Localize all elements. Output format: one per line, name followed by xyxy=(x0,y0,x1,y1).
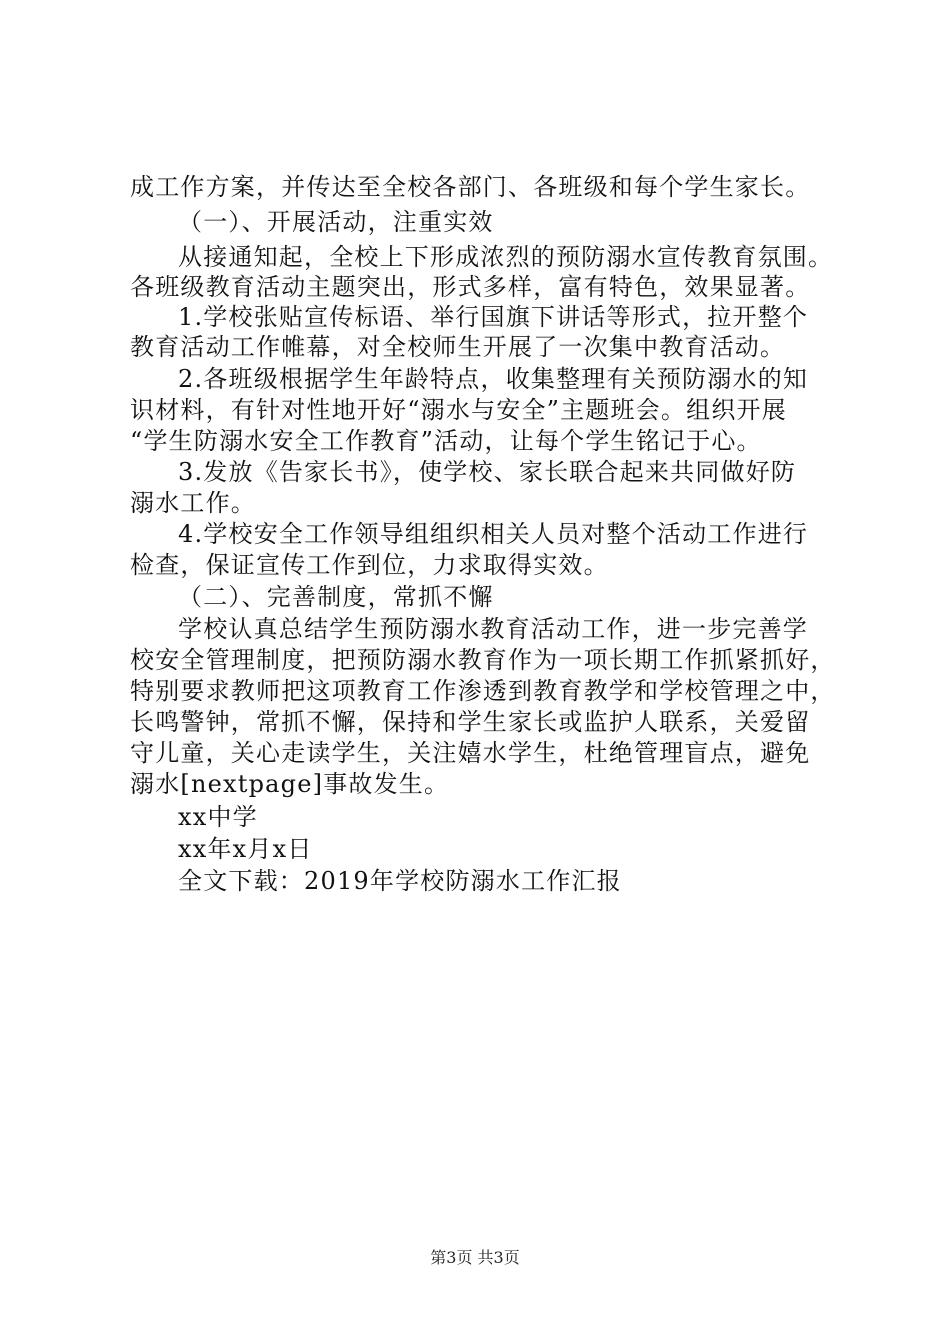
list-item-first-line: 3.发放《告家长书》，使学校、家长联合起来共同做好防 xyxy=(178,458,797,486)
body-text-line: 教育活动工作帷幕，对全校师生开展了一次集中教育活动。 xyxy=(130,333,786,361)
body-text-line: 守儿童，关心走读学生，关注嬉水学生，杜绝管理盲点，避免 xyxy=(130,739,811,767)
list-item-first-line: 4.学校安全工作领导组组织相关人员对整个活动工作进行 xyxy=(178,520,809,548)
body-text-line: 识材料，有针对性地开好“溺水与安全”主题班会。组织开展 xyxy=(130,396,787,424)
download-link-text: 全文下载：2019年学校防溺水工作汇报 xyxy=(178,867,622,895)
body-text-line: 校安全管理制度，把预防溺水教育作为一项长期工作抓紧抓好， xyxy=(130,646,836,674)
section-heading: （二）、完善制度，常抓不懈 xyxy=(178,583,494,611)
paragraph-first-line: 从接通知起，全校上下形成浓烈的预防溺水宣传教育氛围。 xyxy=(178,243,834,271)
body-text-line: “学生防溺水安全工作教育”活动，让每个学生铭记于心。 xyxy=(130,427,762,455)
section-heading: （一）、开展活动，注重实效 xyxy=(178,208,494,236)
paragraph-first-line: 学校认真总结学生预防溺水教育活动工作，进一步完善学 xyxy=(178,615,808,643)
body-text-line: 特别要求教师把这项教育工作渗透到教育教学和学校管理之中， xyxy=(130,677,836,705)
body-text-line: 溺水工作。 xyxy=(130,489,256,517)
signature-date: xx年x月x日 xyxy=(178,835,313,863)
body-text-line: 长鸣警钟，常抓不懈，保持和学生家长或监护人联系，关爱留 xyxy=(130,708,811,736)
signature-school: xx中学 xyxy=(178,803,258,831)
list-item-first-line: 1.学校张贴宣传标语、举行国旗下讲话等形式，拉开整个 xyxy=(178,303,809,331)
page-number-footer: 第3页 共3页 xyxy=(430,1248,520,1267)
body-text-line: 成工作方案，并传达至全校各部门、各班级和每个学生家长。 xyxy=(130,173,811,201)
body-text-line: 溺水[nextpage]事故发生。 xyxy=(130,770,450,798)
body-text-line: 各班级教育活动主题突出，形式多样，富有特色，效果显著。 xyxy=(130,273,811,301)
list-item-first-line: 2.各班级根据学生年龄特点，收集整理有关预防溺水的知 xyxy=(178,365,809,393)
body-text-line: 检查，保证宣传工作到位，力求取得实效。 xyxy=(130,551,609,579)
